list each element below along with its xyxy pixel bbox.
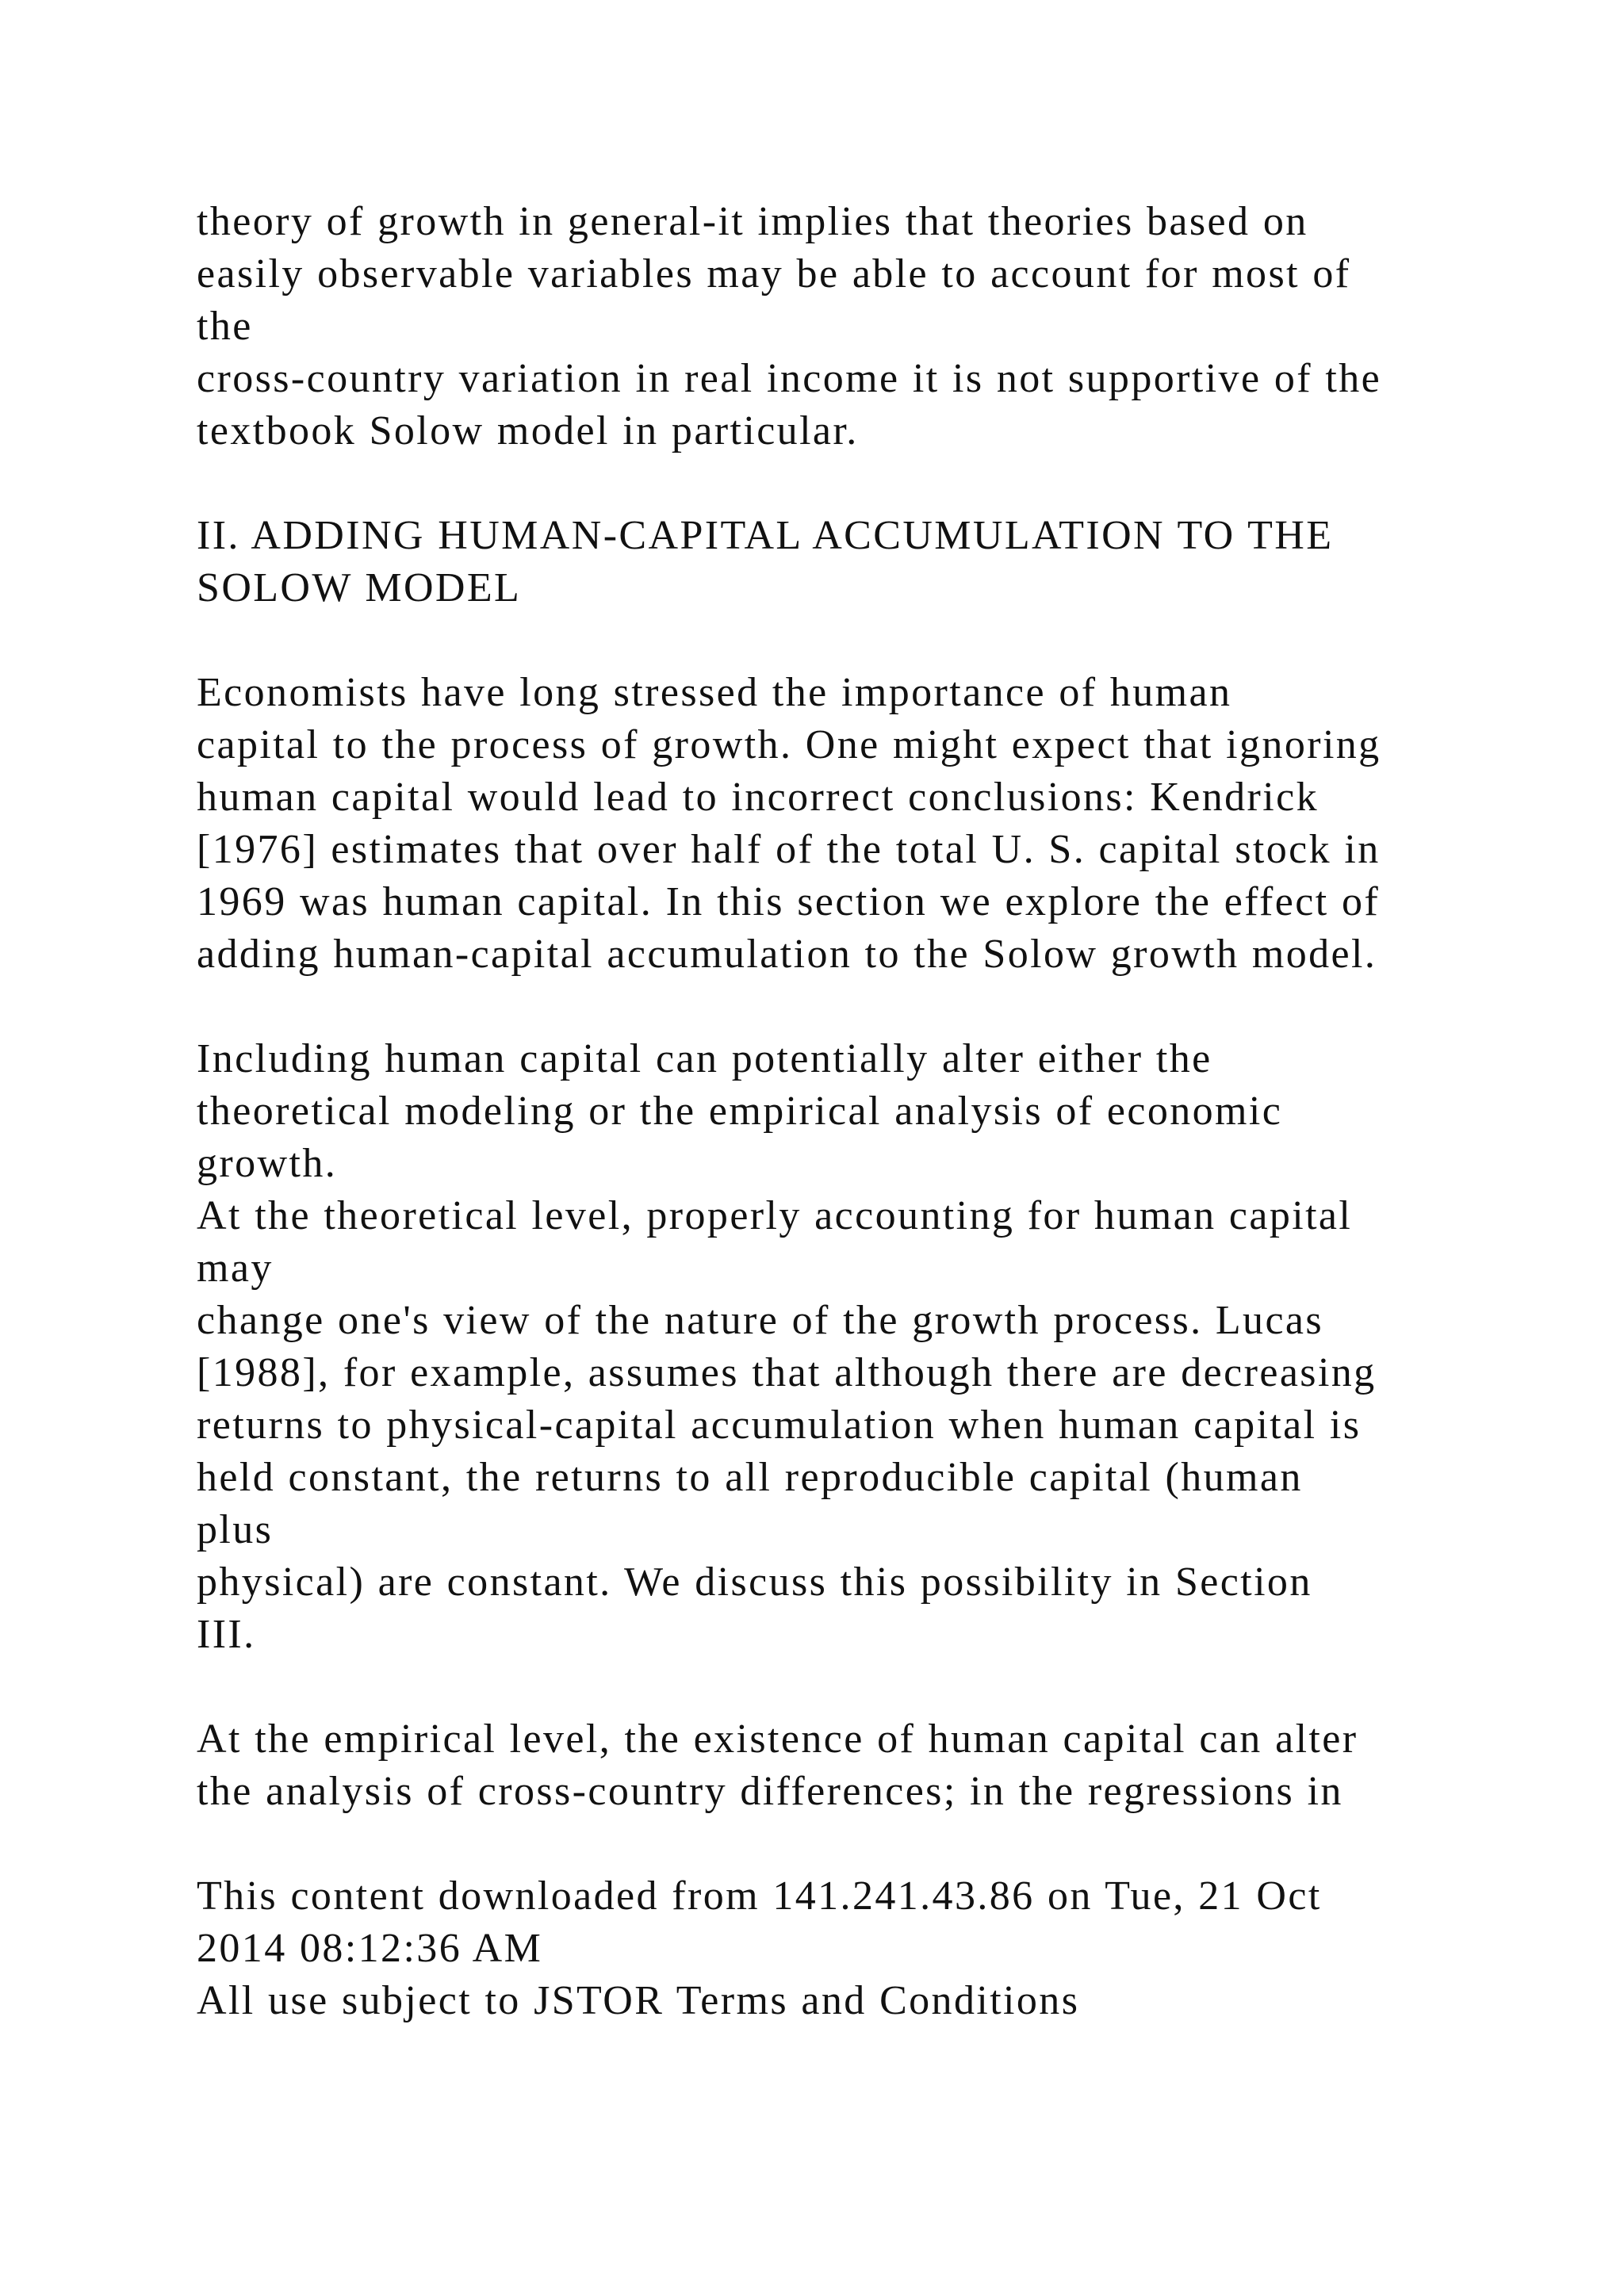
text-line: [1988], for example, assumes that although there are decreasing: [197, 1350, 1377, 1395]
text-line: the analysis of cross-country differences; in the regressions in: [197, 1769, 1343, 1814]
heading-line: SOLOW MODEL: [197, 565, 522, 610]
text-line: III.: [197, 1612, 256, 1657]
footer-line: All use subject to JSTOR Terms and Conditions: [197, 1978, 1080, 2023]
footer-line: This content downloaded from 141.241.43.86 on Tue, 21 Oct: [197, 1873, 1322, 1919]
text-line: 1969 was human capital. In this section we explore the effect of: [197, 879, 1381, 924]
paragraph-gap: [197, 1661, 1497, 1713]
text-line: theoretical modeling or the empirical analysis of economic: [197, 1089, 1283, 1134]
text-line: cross-country variation in real income it is not supportive of the: [197, 356, 1382, 401]
text-line: capital to the process of growth. One might expect that ignoring: [197, 722, 1381, 767]
text-line: textbook Solow model in particular.: [197, 408, 859, 453]
text-line: physical) are constant. We discuss this possibility in Section: [197, 1559, 1312, 1605]
paragraph-empirical: [197, 1713, 1497, 1818]
section-heading: [197, 510, 1497, 614]
paragraph-gap: [197, 1818, 1497, 1870]
text-line: held constant, the returns to all reproducible capital (human: [197, 1455, 1303, 1500]
text-line: plus: [197, 1507, 274, 1552]
paragraph-including: [197, 1033, 1497, 1661]
text-line: human capital would lead to incorrect conclusions: Kendrick: [197, 775, 1319, 820]
footer-line: 2014 08:12:36 AM: [197, 1926, 543, 1971]
paragraph-economists: [197, 667, 1497, 981]
text-line: adding human-capital accumulation to the Solow growth model.: [197, 932, 1377, 977]
text-line: [1976] estimates that over half of the total U. S. capital stock in: [197, 827, 1381, 872]
document-page: [197, 196, 1497, 2027]
text-line: growth.: [197, 1141, 338, 1186]
jstor-footer: [197, 1870, 1497, 2027]
paragraph-intro: [197, 196, 1497, 457]
text-line: Economists have long stressed the importance of human: [197, 670, 1232, 715]
text-line: easily observable variables may be able to account for most of: [197, 251, 1351, 297]
text-line: the: [197, 304, 253, 349]
heading-line: II. ADDING HUMAN-CAPITAL ACCUMULATION TO THE: [197, 513, 1334, 558]
paragraph-gap: [197, 457, 1497, 510]
paragraph-gap: [197, 981, 1497, 1033]
text-line: theory of growth in general-it implies that theories based on: [197, 199, 1308, 244]
text-line: At the theoretical level, properly accounting for human capital: [197, 1193, 1353, 1238]
text-line: At the empirical level, the existence of human capital can alter: [197, 1716, 1358, 1762]
text-line: change one's view of the nature of the growth process. Lucas: [197, 1298, 1324, 1343]
text-line: may: [197, 1246, 274, 1291]
text-line: returns to physical-capital accumulation when human capital is: [197, 1402, 1362, 1448]
text-line: Including human capital can potentially alter either the: [197, 1036, 1212, 1081]
paragraph-gap: [197, 614, 1497, 667]
